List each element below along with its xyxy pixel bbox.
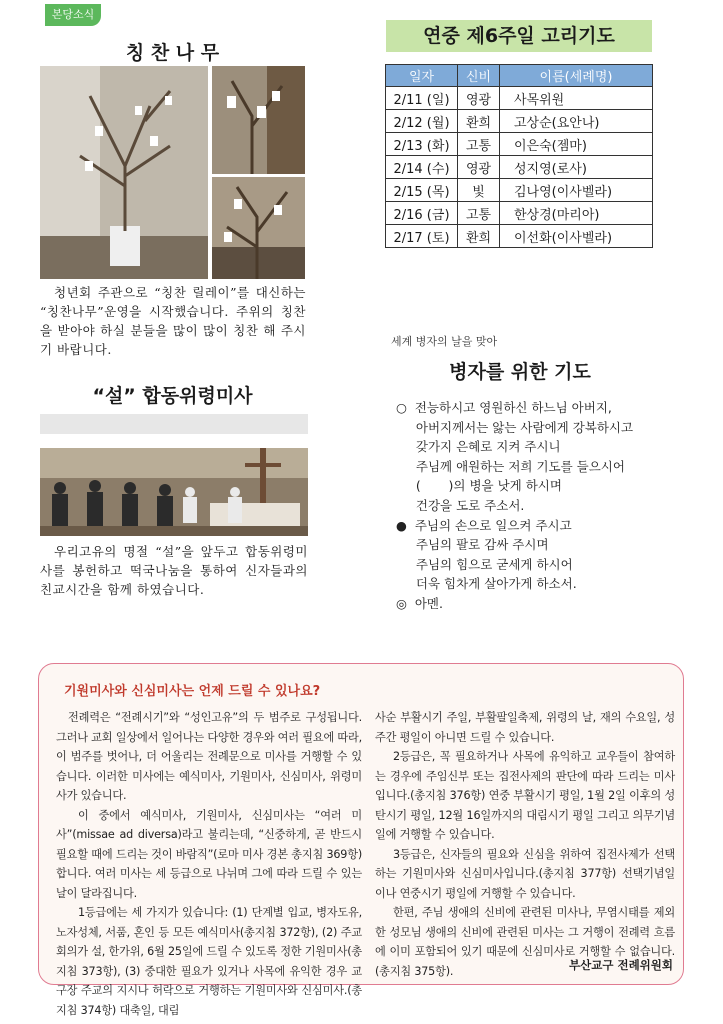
mystery-cell: 고통 <box>458 202 500 225</box>
mystery-cell: 환희 <box>458 110 500 133</box>
date-cell: 2/16 (금) <box>386 202 458 225</box>
faq-signature: 부산교구 전례위원회 <box>569 958 673 972</box>
faq-paragraph: 1등급에는 세 가지가 있습니다: (1) 단계별 입교, 병자도유, 노자성체, 서품, 혼인 등 모든 예식미사(총지침 372항), (2) 주교회의가 설, 한가위, 6월 25일에 드릴 수 있도록 정한 기원미사(총지침 373항), (3) 중대한 필요가 있거나 사목에 유익한 경우 교구장 주교의 지시나 허락으로 거행하는 기원미사와 신심미사.(총지침 374항) 대축일, 대림 <box>56 906 362 1017</box>
table-row <box>386 179 653 202</box>
faq-left-column <box>56 708 362 1020</box>
praise-tree-photo-top <box>212 66 305 174</box>
name-cell: 고상순(요안나) <box>500 110 653 133</box>
praise-tree-photo-main <box>40 66 208 279</box>
column-header-date: 일자 <box>386 65 458 87</box>
faq-paragraph: 한편, 주님 생애의 신비에 관련된 미사나, 무염시태를 제외한 성모님 생애의 신비에 관련된 미사는 그 거행이 전례력 흐름에 이미 포함되어 있기 때문에 신심미사로 거행할 수 없습니다.(총지침 375항). <box>375 906 675 978</box>
praise-tree-photo-bottom <box>212 177 305 279</box>
prayer-line: ◎ 아멘. <box>396 595 443 611</box>
faq-paragraph: 3등급은, 신자들의 필요와 신심을 위하여 집전사제가 선택하는 기원미사와 신심미사입니다.(총지침 377항) 선택기념일이나 연중시기 평일에 거행할 수 있습니다. <box>375 847 675 900</box>
mystery-cell: 영광 <box>458 87 500 110</box>
faq-right-column <box>375 708 675 981</box>
column-header-name: 이름(세례명) <box>500 65 653 87</box>
table-row <box>386 110 653 133</box>
prayer-schedule-table <box>385 64 653 248</box>
table-row <box>386 202 653 225</box>
mystery-cell: 영광 <box>458 156 500 179</box>
memorial-mass-body: 우리고유의 명절 “설”을 앞두고 합동위령미사를 봉헌하고 떡국나눔을 통하여 신자들과의 친교시간을 함께 하였습니다. <box>40 544 308 597</box>
date-cell: 2/12 (월) <box>386 110 458 133</box>
date-cell: 2/17 (토) <box>386 225 458 248</box>
prayer-line: 아버지께서는 앓는 사람에게 강복하시고 <box>396 419 634 435</box>
memorial-mass-photo <box>40 448 308 536</box>
sick-prayer-title: 병자를 위한 기도 <box>449 361 591 383</box>
table-row <box>386 133 653 156</box>
name-cell: 사목위원 <box>500 87 653 110</box>
name-cell: 한상경(마리아) <box>500 202 653 225</box>
mystery-cell: 환희 <box>458 225 500 248</box>
praise-tree-title: 칭 찬 나 무 <box>125 42 220 64</box>
table-row <box>386 156 653 179</box>
table-row <box>386 87 653 110</box>
column-header-mystery: 신비 <box>458 65 500 87</box>
name-cell: 성지영(로사) <box>500 156 653 179</box>
prayer-line: 더욱 힘차게 살아가게 하소서. <box>396 576 577 592</box>
date-cell: 2/13 (화) <box>386 133 458 156</box>
praise-tree-body: 청년회 주관으로 “칭찬 릴레이”를 대신하는 “칭찬나무”운영을 시작했습니다. 주위의 칭찬을 받아야 하실 분들을 많이 많이 칭찬 해 주시기 바랍니다. <box>40 285 306 357</box>
faq-question: 기원미사와 신심미사는 언제 드릴 수 있나요? <box>64 684 321 699</box>
prayer-line: 주님께 애원하는 저희 기도를 들으시어 <box>396 458 625 474</box>
memorial-mass-photo-strip <box>40 414 308 434</box>
prayer-line: 주님의 힘으로 굳세게 하시어 <box>396 556 573 572</box>
prayer-schedule-title: 연중 제6주일 고리기도 <box>386 20 652 52</box>
sick-prayer-body <box>396 398 696 614</box>
faq-paragraph: 이 중에서 예식미사, 기원미사, 신심미사는 “여러 미사”(missae ad diversa)라고 불리는데, “신중하게, 곧 반드시 필요할 때에 드리는 것이 바람직”(로마 미사 경본 총지침 369항)합니다. 여러 미사는 세 등급으로 나뉘며 그에 따라 드릴 수 있는 날이 달라집니다. <box>56 808 362 900</box>
name-cell: 김나영(이사벨라) <box>500 179 653 202</box>
date-cell: 2/14 (수) <box>386 156 458 179</box>
prayer-line: 건강을 도로 주소서. <box>396 497 525 513</box>
date-cell: 2/11 (일) <box>386 87 458 110</box>
date-cell: 2/15 (목) <box>386 179 458 202</box>
name-cell: 이선화(이사벨라) <box>500 225 653 248</box>
faq-paragraph: 2등급은, 꼭 필요하거나 사목에 유익하고 교우들이 참여하는 경우에 주임신부 또는 집전사제의 판단에 따라 드리는 미사입니다.(총지침 376항) 연중 부활시기 평일, 1월 2일 이후의 성탄시기 평일, 12월 16일까지의 대림시기 평일 그리고 의무기념일에 거행할 수 있습니다. <box>375 750 675 841</box>
prayer-line: ( )의 병을 낫게 하시며 <box>396 478 562 494</box>
name-cell: 이은숙(젬마) <box>500 133 653 156</box>
section-badge: 본당소식 <box>45 4 101 26</box>
table-header-row <box>386 65 653 87</box>
memorial-mass-title: “설” 합동위령미사 <box>92 385 253 407</box>
mystery-cell: 빛 <box>458 179 500 202</box>
prayer-line: 주님의 팔로 감싸 주시며 <box>396 537 549 553</box>
mystery-cell: 고통 <box>458 133 500 156</box>
faq-paragraph: 사순 부활시기 주일, 부활팔일축제, 위령의 날, 재의 수요일, 성주간 평일이 아니면 드릴 수 있습니다. <box>375 711 675 744</box>
faq-paragraph: 전례력은 “전례시기”와 “성인고유”의 두 범주로 구성됩니다. 그러나 교회 일상에서 일어나는 다양한 경우와 여러 필요에 따라, 이 범주를 벗어나, 더 어울리는 전례문으로 미사를 거행할 수 있습니다. 이러한 미사에는 예식미사, 기원미사, 신심미사, 위령미사가 있습니다. <box>56 711 362 802</box>
prayer-line: 갖가지 은혜로 지켜 주시니 <box>396 439 561 455</box>
table-row <box>386 225 653 248</box>
prayer-line: ● 주님의 손으로 일으켜 주시고 <box>396 517 572 533</box>
prayer-line: ○ 전능하시고 영원하신 하느님 아버지, <box>396 400 612 415</box>
sick-prayer-subtitle: 세계 병자의 날을 맞아 <box>391 335 498 348</box>
